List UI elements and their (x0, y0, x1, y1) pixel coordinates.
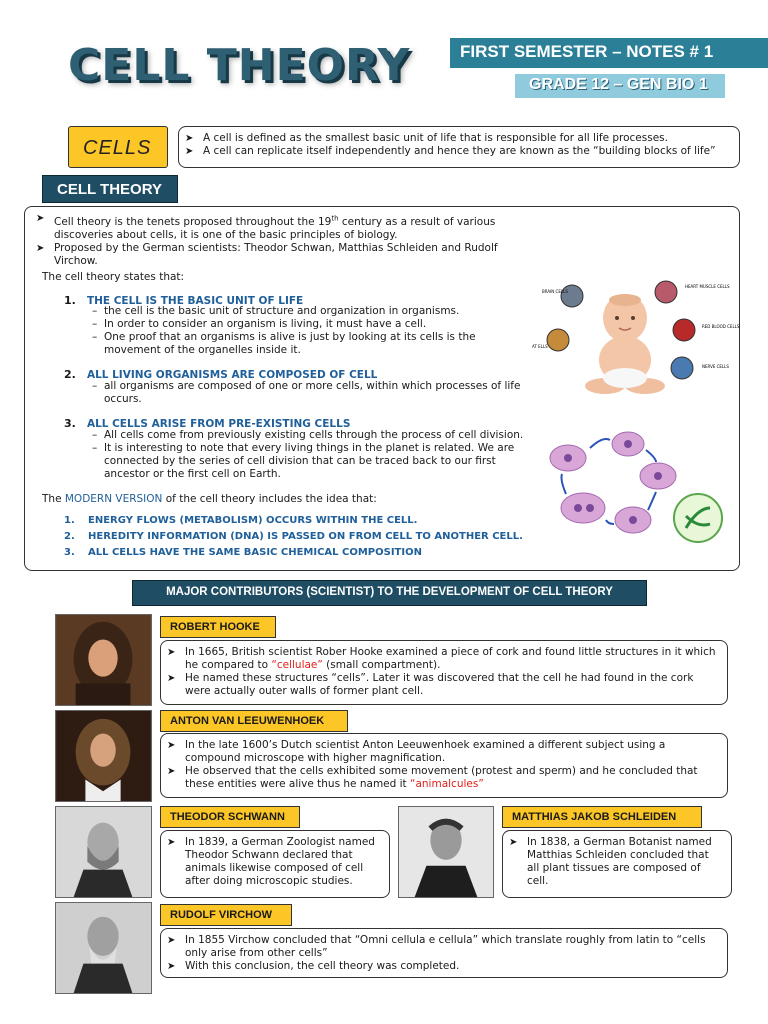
anton-van-leeuwenhoek-portrait (55, 710, 152, 802)
leeuwenhoek-name: ANTON VAN LEEUWENHOEK (160, 710, 348, 732)
grade-banner: GRADE 12 – GEN BIO 1 (515, 74, 725, 98)
virchow-info (160, 928, 728, 978)
tenet-point: – All cells come from previously existing cells through the process of cell division. (92, 429, 532, 442)
baby-cells-illustration (530, 278, 740, 398)
theory-intro-2: ➤ Proposed by the German scientists: Theodor Schwan, Matthias Schleiden and Rudolf Virchow. (36, 242, 516, 268)
intro-text-1: Cell theory is the tenets proposed throughout the 19th century as a result of various discoveries about cells, it is one of the basic principles of biology. (54, 214, 496, 241)
tenet-3-points (92, 429, 532, 481)
cell-theory-tag: CELL THEORY (42, 175, 178, 203)
tenet-point: – In order to consider an organism is living, it must have a cell. (92, 318, 492, 331)
modern-highlight: MODERN VERSION (64, 493, 163, 505)
cells-point: ➤ A cell is defined as the smallest basic unit of life that is responsible for all life processes. (185, 132, 731, 145)
tenet-title: ALL CELLS ARISE FROM PRE-EXISTING CELLS (86, 418, 351, 430)
theory-states: The cell theory states that: (42, 271, 185, 283)
tenet-2-points (92, 380, 532, 406)
tenet-point: – It is interesting to note that every living things in the planet is related. We are connected by the series of cell division that can be traced back to our first ancestor or the first cell on Earth. (92, 442, 532, 481)
brain-cells-label: BRAIN CELLS (542, 289, 568, 294)
tenet-number: 2. (64, 368, 76, 381)
hooke-p1-end: (small compartment). (322, 659, 441, 671)
robert-hooke-portrait (55, 614, 152, 706)
schwann-name: THEODOR SCHWANN (160, 806, 300, 828)
tenet-number: 1. (64, 294, 76, 307)
modern-pre: The (42, 493, 65, 505)
schleiden-info (502, 830, 732, 898)
modern-num: 2. (64, 531, 75, 542)
cell-division-illustration (538, 428, 730, 546)
nerve-cells-label: NERVE CELLS (702, 364, 729, 369)
tenet-1-points (92, 305, 492, 357)
cellulae-term: “cellulae” (271, 659, 323, 671)
virchow-point-2: ➤ With this conclusion, the cell theory was completed. (167, 960, 719, 973)
modern-item (64, 545, 523, 561)
theory-intro (36, 212, 516, 268)
tenet-point: – One proof that an organisms is alive is just by looking at its cells is the movement of the organelles inside it. (92, 331, 492, 357)
cells-definition-box (178, 126, 740, 168)
robert-hooke-info (160, 640, 728, 705)
hooke-point-1 (167, 646, 719, 672)
leeuwenhoek-p2-text: He observed that the cells exhibited some movement (protest and sperm) and he concluded that these entities were alive thus he named it (185, 765, 698, 790)
schwann-info (160, 830, 390, 898)
modern-item (64, 529, 523, 545)
schleiden-point-1: ➤ In 1838, a German Botanist named Matthias Schleiden concluded that all plant tissues are composed of cell. (509, 836, 723, 888)
contributors-tag: MAJOR CONTRIBUTORS (SCIENTIST) TO THE DEVELOPMENT OF CELL THEORY (132, 580, 647, 606)
theory-intro-1 (36, 212, 516, 242)
heart-cells-label: HEART MUSCLE CELLS (685, 284, 730, 289)
virchow-point-1: ➤ In 1855 Virchow concluded that “Omni cellula e cellula” which translate roughly from latin to “cells only arise from other cells” (167, 934, 719, 960)
schleiden-name: MATTHIAS JAKOB SCHLEIDEN (502, 806, 702, 828)
virchow-name: RUDOLF VIRCHOW (160, 904, 292, 926)
fat-cells-label: AT ELLS (532, 344, 548, 349)
schwann-point-1: ➤ In 1839, a German Zoologist named Theodor Schwann declared that animals likewise composed of cell after doing microscopic studies. (167, 836, 381, 888)
hooke-point-2: ➤ He named these structures “cells”. Later it was discovered that the cell he had found in the cork were actually outer walls of former plant cell. (167, 672, 719, 698)
rudolf-virchow-portrait (55, 902, 152, 994)
leeuwenhoek-point-1: ➤ In the late 1600’s Dutch scientist Anton Leeuwenhoek examined a different subject using a compound microscope with higher magnification. (167, 739, 719, 765)
tenet-title: THE CELL IS THE BASIC UNIT OF LIFE (86, 295, 304, 307)
red-blood-cells-label: RED BLOOD CELLS (702, 324, 740, 329)
animalcules-term: “animalcules” (410, 778, 484, 790)
robert-hooke-name: ROBERT HOOKE (160, 616, 276, 638)
leeuwenhoek-info (160, 733, 728, 798)
tenet-point: – the cell is the basic unit of structure and organization in organisms. (92, 305, 492, 318)
theodor-schwann-portrait (55, 806, 152, 898)
matthias-schleiden-portrait (398, 806, 494, 898)
modern-version-intro (42, 493, 377, 506)
modern-text: HEREDITY INFORMATION (DNA) IS PASSED ON FROM CELL TO ANOTHER CELL. (88, 531, 523, 542)
modern-item (64, 513, 523, 529)
tenet-point: – all organisms are composed of one or more cells, within which processes of life occurs. (92, 380, 532, 406)
leeuwenhoek-point-2 (167, 765, 719, 791)
cells-point: ➤ A cell can replicate itself independently and hence they are known as the “building blocks of life” (185, 145, 731, 158)
modern-list (64, 513, 523, 561)
modern-text: ALL CELLS HAVE THE SAME BASIC CHEMICAL COMPOSITION (88, 547, 422, 558)
hooke-p1-text: In 1665, British scientist Rober Hooke examined a piece of cork and found little structures in it which he compared to (185, 646, 716, 671)
tenet-number: 3. (64, 417, 76, 430)
modern-num: 3. (64, 547, 75, 558)
modern-post: of the cell theory includes the idea that: (162, 493, 377, 505)
tenet-title: ALL LIVING ORGANISMS ARE COMPOSED OF CELL (86, 369, 378, 381)
modern-text: ENERGY FLOWS (METABOLISM) OCCURS WITHIN THE CELL. (88, 515, 418, 526)
cells-label: CELLS (68, 126, 168, 168)
modern-num: 1. (64, 515, 75, 526)
page-title: CELL THEORY (68, 40, 411, 91)
semester-banner: FIRST SEMESTER – NOTES # 1 (450, 38, 768, 68)
